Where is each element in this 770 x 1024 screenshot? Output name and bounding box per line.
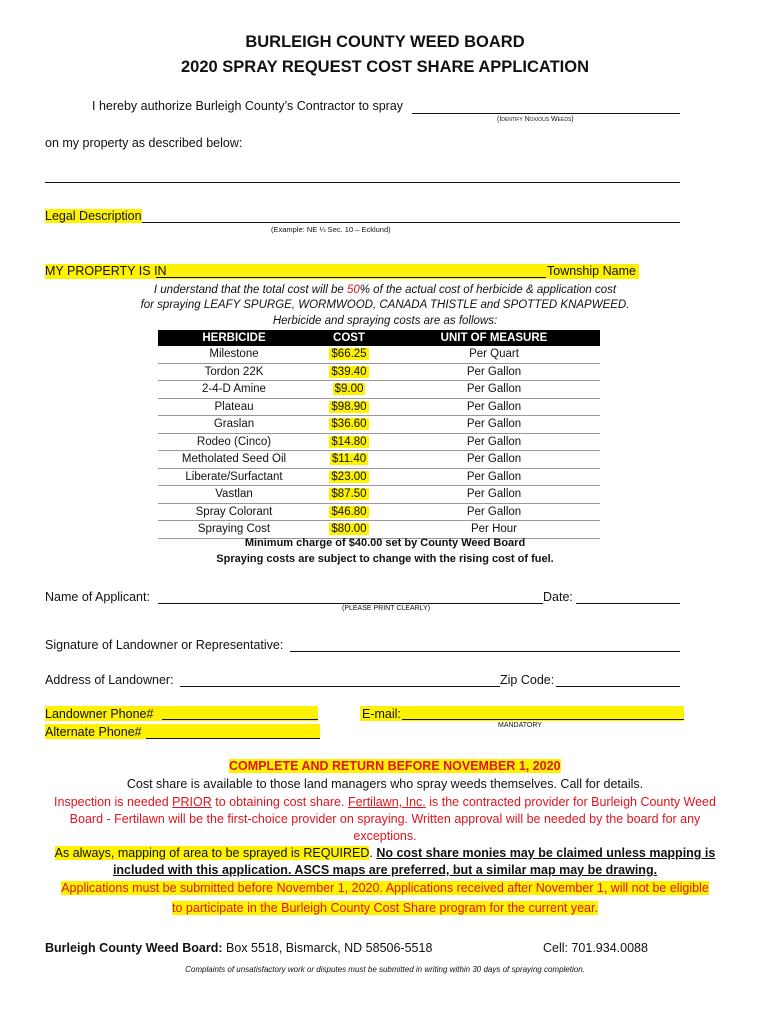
herbicide-cost: $98.90 (331, 400, 367, 413)
township-name-label: Township Name (547, 264, 636, 278)
deadline-notice: COMPLETE AND RETURN BEFORE NOVEMBER 1, 2020 (229, 759, 561, 773)
property-township-field[interactable] (156, 277, 546, 278)
herbicide-cost: $39.40 (331, 365, 367, 378)
applicant-name-label: Name of Applicant: (45, 590, 150, 604)
herbicide-name: Milestone (158, 346, 310, 363)
property-description-text: on my property as described below: (45, 136, 243, 150)
mapping-notice-line2: included with this application. ASCS maps are preferred, but a similar map may be drawing. (112, 863, 658, 877)
signature-field[interactable] (290, 651, 680, 652)
unit-of-measure: Per Gallon (388, 451, 600, 469)
costs-intro: Herbicide and spraying costs are as follows: (272, 315, 498, 327)
email-field[interactable] (402, 719, 684, 720)
herbicide-cost: $9.00 (334, 383, 364, 396)
applicant-name-field[interactable] (158, 603, 543, 604)
herbicide-cost-cell (310, 468, 388, 486)
inspection-notice-line2: Board - Fertilawn will be the first-choice provider on spraying. Written approval will be needed by the board for any (69, 812, 701, 826)
unit-of-measure: Per Quart (388, 346, 600, 363)
date-label: Date: (543, 590, 573, 604)
herbicide-name: Metholated Seed Oil (158, 451, 310, 469)
unit-of-measure: Per Gallon (388, 486, 600, 504)
legal-description-label: Legal Description (45, 209, 142, 223)
herbicide-cost: $14.80 (331, 435, 367, 448)
herbicide-cost: $46.80 (331, 505, 367, 518)
table-row (158, 398, 600, 416)
unit-of-measure: Per Gallon (388, 381, 600, 399)
board-contact: Burleigh County Weed Board: Box 5518, Bismarck, ND 58506-5518 (45, 941, 433, 955)
unit-of-measure: Per Gallon (388, 363, 600, 381)
unit-header: UNIT OF MEASURE (388, 330, 600, 346)
unit-of-measure: Per Gallon (388, 433, 600, 451)
herbicide-cost-cell (310, 398, 388, 416)
herbicide-name: Spray Colorant (158, 503, 310, 521)
herbicide-cost-cell (310, 381, 388, 399)
legal-description-field[interactable] (142, 222, 680, 223)
herbicide-name: 2-4-D Amine (158, 381, 310, 399)
noxious-weeds-caption: (Identify Noxious Weeds) (497, 116, 574, 123)
form-subtitle: 2020 SPRAY REQUEST COST SHARE APPLICATION (180, 58, 589, 76)
cost-share-percent: 50 (346, 284, 360, 296)
cost-share-note: Cost share is available to those land managers who spray weeds themselves. Call for details. (126, 777, 644, 791)
inspection-notice-line3: exceptions. (353, 829, 417, 843)
herbicide-name: Liberate/Surfactant (158, 468, 310, 486)
table-row (158, 433, 600, 451)
table-row (158, 486, 600, 504)
table-row (158, 451, 600, 469)
print-clearly-caption: (PLEASE PRINT CLEARLY) (342, 605, 431, 612)
email-label: E-mail: (362, 707, 401, 721)
unit-of-measure: Per Gallon (388, 416, 600, 434)
table-row (158, 363, 600, 381)
alternate-phone-label: Alternate Phone# (45, 725, 142, 739)
herbicide-cost-cell (310, 451, 388, 469)
herbicide-cost-cell (310, 503, 388, 521)
form-title: BURLEIGH COUNTY WEED BOARD (245, 33, 525, 51)
unit-of-measure: Per Gallon (388, 398, 600, 416)
date-field[interactable] (576, 603, 680, 604)
herbicide-name: Spraying Cost (158, 521, 310, 539)
authorize-text: I hereby authorize Burleigh County’s Contractor to spray (92, 99, 404, 113)
landowner-phone-field[interactable] (162, 719, 318, 720)
cost-share-statement: I understand that the total cost will be 50% of the actual cost of herbicide & application cost (153, 284, 617, 296)
property-description-field[interactable] (45, 182, 680, 183)
zip-code-field[interactable] (556, 686, 680, 687)
herbicide-name: Tordon 22K (158, 363, 310, 381)
inspection-notice: Inspection is needed PRIOR to obtaining cost share. Fertilawn, Inc. is the contracted provider for Burleigh County Weed (54, 795, 716, 809)
unit-of-measure: Per Gallon (388, 503, 600, 521)
herbicide-cost-cell (310, 346, 388, 363)
herbicide-cost-cell (310, 363, 388, 381)
herbicide-cost: $11.40 (331, 453, 367, 466)
table-row (158, 521, 600, 539)
herbicide-cost: $36.60 (331, 418, 367, 431)
landowner-phone-label: Landowner Phone# (45, 707, 154, 721)
complaints-note: Complaints of unsatisfactory work or disputes must be submitted in writing within 30 days of spraying completion. (185, 965, 585, 974)
herbicide-cost: $87.50 (331, 488, 367, 501)
zip-code-label: Zip Code: (500, 673, 555, 687)
property-label: MY PROPERTY IS IN (45, 264, 167, 278)
herbicide-header: HERBICIDE (158, 330, 310, 346)
table-row (158, 468, 600, 486)
alternate-phone-field[interactable] (146, 738, 320, 739)
signature-label: Signature of Landowner or Representative: (45, 638, 284, 652)
noxious-weeds-field[interactable] (412, 113, 680, 114)
table-row (158, 381, 600, 399)
mandatory-caption: MANDATORY (498, 722, 542, 729)
herbicide-name: Plateau (158, 398, 310, 416)
weeds-statement: for spraying LEAFY SPURGE, WORMWOOD, CANADA THISTLE and SPOTTED KNAPWEED. (140, 299, 630, 311)
herbicide-name: Rodeo (Cinco) (158, 433, 310, 451)
herbicide-cost: $80.00 (331, 523, 367, 536)
mapping-notice: As always, mapping of area to be sprayed is REQUIRED. No cost share monies may be claimed unless mapping is (54, 846, 716, 860)
table-row (158, 346, 600, 363)
unit-of-measure: Per Hour (388, 521, 600, 539)
herbicide-cost-table (158, 330, 600, 539)
submission-notice-line2: to participate in the Burleigh County Cost Share program for the current year. (172, 901, 598, 915)
herbicide-name: Graslan (158, 416, 310, 434)
herbicide-cost: $23.00 (331, 470, 367, 483)
legal-example-caption: (Example: NE ¼ Sec. 10 – Ecklund) (271, 225, 391, 234)
herbicide-name: Vastlan (158, 486, 310, 504)
herbicide-cost-cell (310, 416, 388, 434)
herbicide-cost: $66.25 (331, 348, 367, 361)
herbicide-cost-cell (310, 521, 388, 539)
herbicide-cost-cell (310, 433, 388, 451)
herbicide-cost-cell (310, 486, 388, 504)
address-field[interactable] (180, 686, 500, 687)
fuel-cost-note: Spraying costs are subject to change with the rising cost of fuel. (216, 553, 554, 565)
cost-header: COST (310, 330, 388, 346)
submission-notice: Applications must be submitted before November 1, 2020. Applications received after November 1, will not be eligible (61, 881, 709, 895)
address-label: Address of Landowner: (45, 673, 174, 687)
table-row (158, 503, 600, 521)
unit-of-measure: Per Gallon (388, 468, 600, 486)
table-row (158, 416, 600, 434)
cell-phone: Cell: 701.934.0088 (543, 941, 648, 955)
minimum-charge-note: Minimum charge of $40.00 set by County Weed Board (244, 537, 526, 549)
